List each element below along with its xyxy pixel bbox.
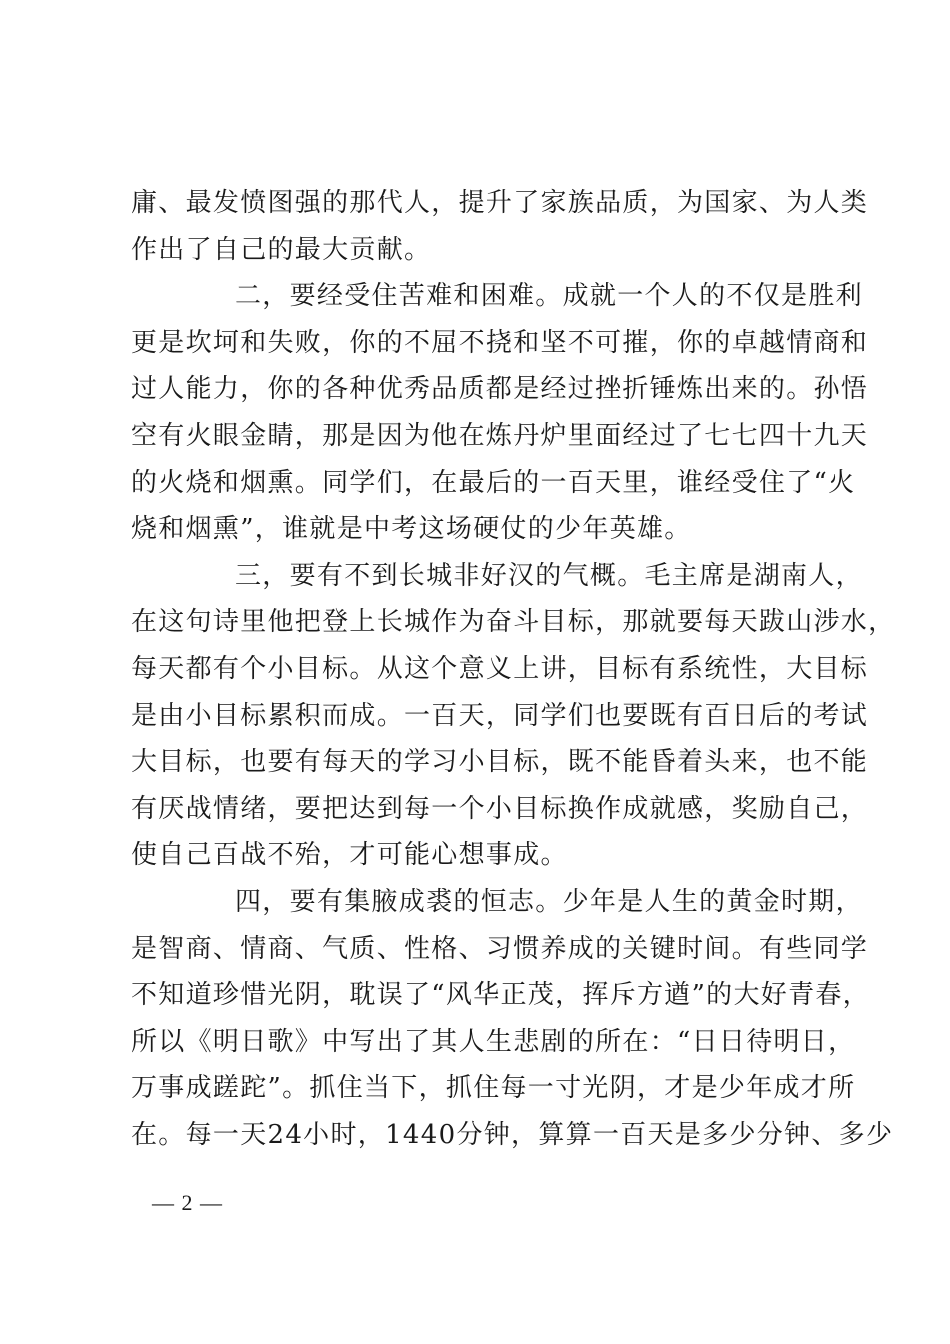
text-line: 有厌战情绪，要把达到每一个小目标换作成就感，奖励自己， [131, 793, 869, 824]
text-line: 在这句诗里他把登上长城作为奋斗目标，那就要每天跋山涉水， [131, 607, 896, 638]
page-number: — 2 — [152, 1190, 223, 1215]
body-text [131, 180, 896, 1158]
text-line: 每天都有个小目标。从这个意义上讲，目标有系统性，大目标 [131, 653, 869, 684]
text-line: 烧和烟熏”，谁就是中考这场硬仗的少年英雄。 [131, 514, 692, 545]
text-line: 是由小目标累积而成。一百天，同学们也要既有百日后的考试 [131, 700, 869, 731]
text-line: 的火烧和烟熏。同学们，在最后的一百天里，谁经受住了“火 [131, 467, 856, 498]
text-line: 不知道珍惜光阴，耽误了“风华正茂，挥斥方遒”的大好青春， [131, 980, 870, 1011]
paragraph-start-line: 四，要有集腋成裘的恒志。少年是人生的黄金时期， [235, 886, 863, 917]
text-line: 作出了自己的最大贡献。 [131, 234, 432, 265]
paragraph-start-line: 三，要有不到长城非好汉的气概。毛主席是湖南人， [235, 560, 863, 591]
paragraph-start-line: 二，要经受住苦难和困难。成就一个人的不仅是胜利 [235, 281, 863, 312]
text-line: 空有火眼金睛，那是因为他在炼丹炉里面经过了七七四十九天 [131, 420, 869, 451]
text-line: 万事成蹉跎”。抓住当下，抓住每一寸光阴，才是少年成才所 [131, 1073, 856, 1104]
text-line: 所以《明日歌》中写出了其人生悲剧的所在：“日日待明日， [131, 1026, 856, 1057]
text-line: 大目标，也要有每天的学习小目标，既不能昏着头来，也不能 [131, 747, 869, 778]
text-line: 过人能力，你的各种优秀品质都是经过挫折锤炼出来的。孙悟 [131, 374, 869, 405]
text-line: 使自己百战不殆，才可能心想事成。 [131, 840, 568, 871]
text-line: 在。每一天24小时，1440分钟，算算一百天是多少分钟、多少 [131, 1119, 894, 1150]
text-line: 是智商、情商、气质、性格、习惯养成的关键时间。有些同学 [131, 933, 869, 964]
text-line: 庸、最发愤图强的那代人，提升了家族品质，为国家、为人类 [131, 188, 869, 218]
text-line: 更是坎坷和失败，你的不屈不挠和坚不可摧，你的卓越情商和 [131, 327, 869, 358]
